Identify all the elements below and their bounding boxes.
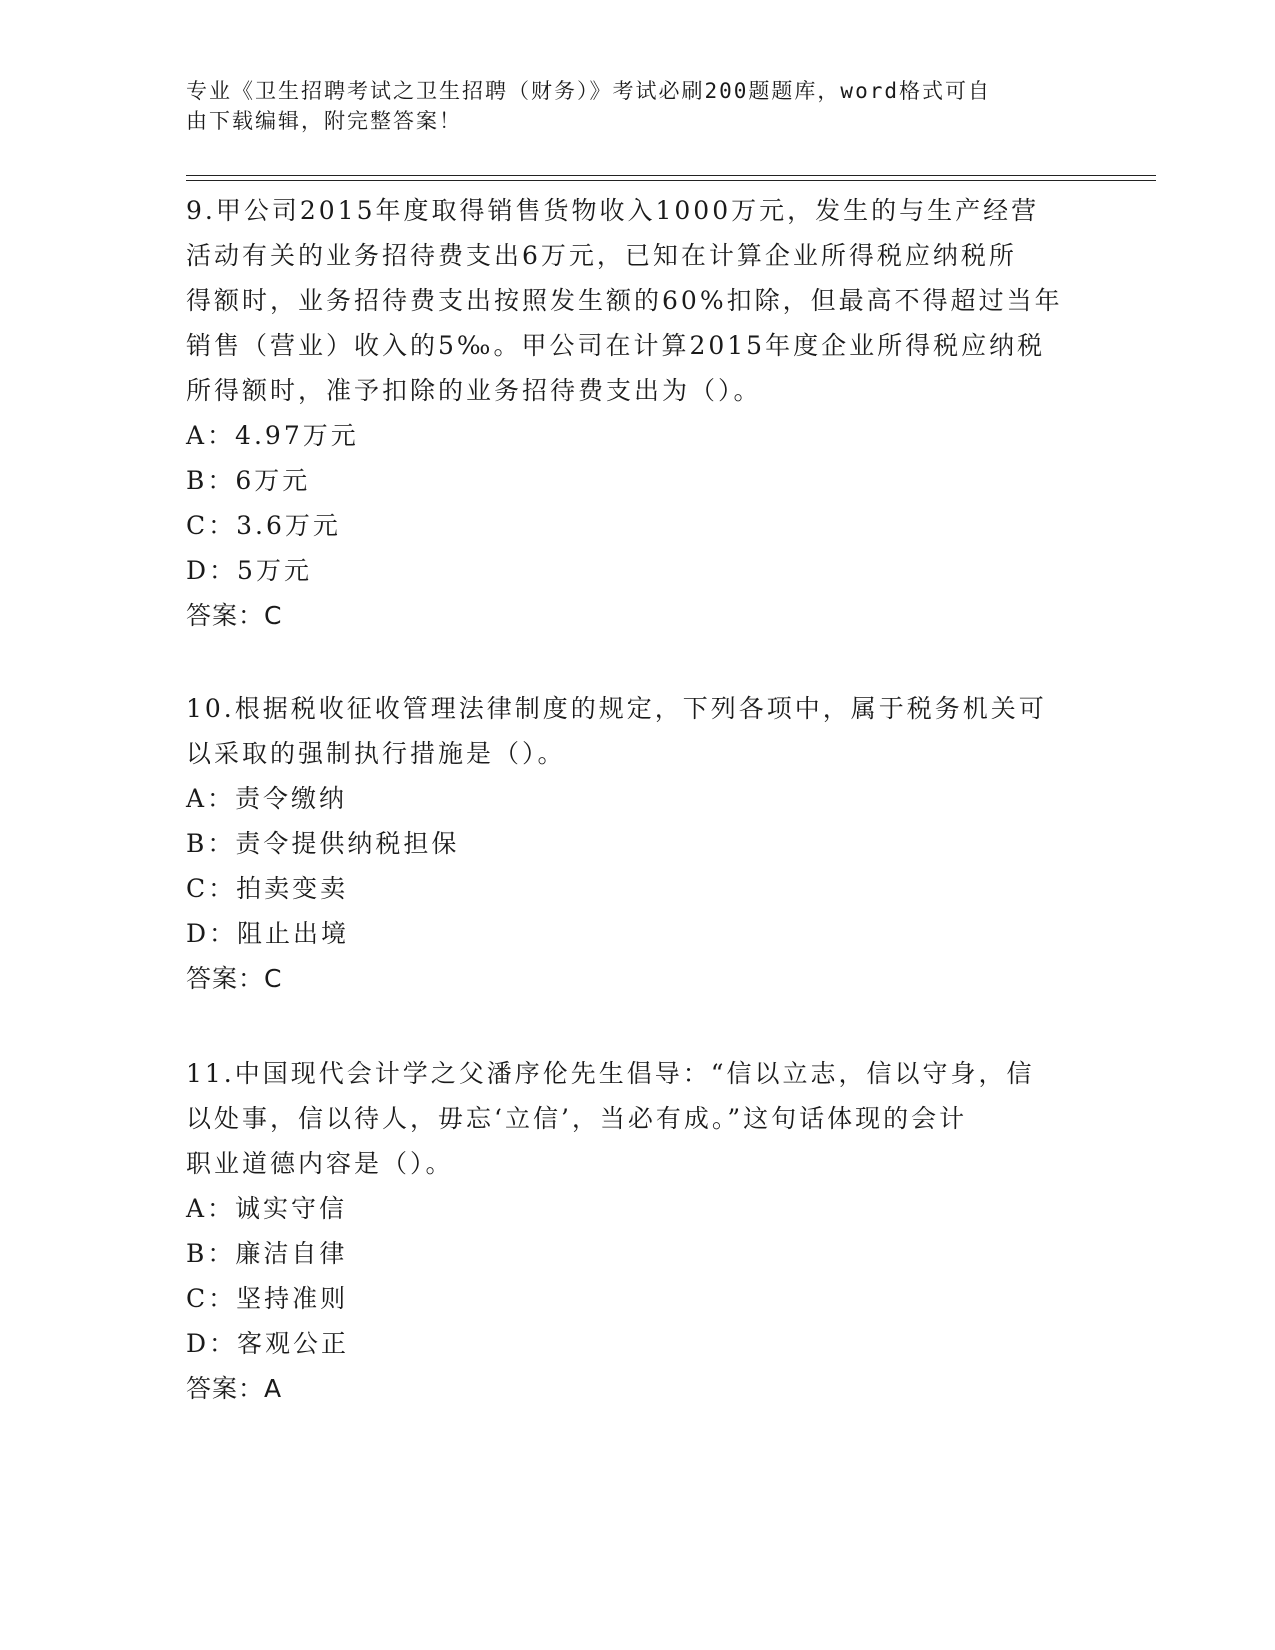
option-c: C：拍卖变卖 [186,874,349,903]
question-11 [186,1051,1086,1411]
option-a: A：责令缴纳 [186,784,348,813]
question-stem-line: 职业道德内容是（）。 [186,1149,454,1178]
option-c: C：3.6万元 [186,511,341,540]
question-stem-line: 以采取的强制执行措施是（）。 [186,739,566,768]
answer: 答案：C [186,601,283,630]
document-header [186,76,1066,136]
option-b: B：6万元 [186,466,311,495]
question-10 [186,686,1086,1001]
question-stem-line: 11.中国现代会计学之父潘序伦先生倡导：“信以立志，信以守身，信 [186,1059,1035,1088]
option-d: D：5万元 [186,556,312,585]
option-b: B：廉洁自律 [186,1239,348,1268]
answer: 答案：A [186,1374,283,1403]
option-a: A：诚实守信 [186,1194,348,1223]
option-d: D：阻止出境 [186,919,350,948]
question-stem-line: 销售（营业）收入的5‰。甲公司在计算2015年度企业所得税应纳税 [186,331,1046,360]
option-b: B：责令提供纳税担保 [186,829,460,858]
question-stem-line: 以处事，信以待人，毋忘‘立信’，当必有成。”这句话体现的会计 [186,1104,968,1133]
header-divider-bottom [186,180,1156,181]
option-d: D：客观公正 [186,1329,350,1358]
header-line-2: 由下载编辑，附完整答案！ [186,109,462,133]
question-9 [186,188,1086,638]
option-a: A：4.97万元 [186,421,359,450]
option-c: C：坚持准则 [186,1284,349,1313]
question-stem-line: 活动有关的业务招待费支出6万元，已知在计算企业所得税应纳税所 [186,241,1017,270]
question-stem-line: 10.根据税收征收管理法律制度的规定，下列各项中，属于税务机关可 [186,694,1047,723]
header-divider-top [186,175,1156,176]
question-stem-line: 所得额时，准予扣除的业务招待费支出为（）。 [186,376,762,405]
header-line-1: 专业《卫生招聘考试之卫生招聘（财务）》考试必刷200题题库，word格式可自 [186,79,991,103]
question-stem-line: 得额时，业务招待费支出按照发生额的60%扣除，但最高不得超过当年 [186,286,1063,315]
answer: 答案：C [186,964,283,993]
question-stem-line: 9.甲公司2015年度取得销售货物收入1000万元，发生的与生产经营 [186,196,1040,225]
